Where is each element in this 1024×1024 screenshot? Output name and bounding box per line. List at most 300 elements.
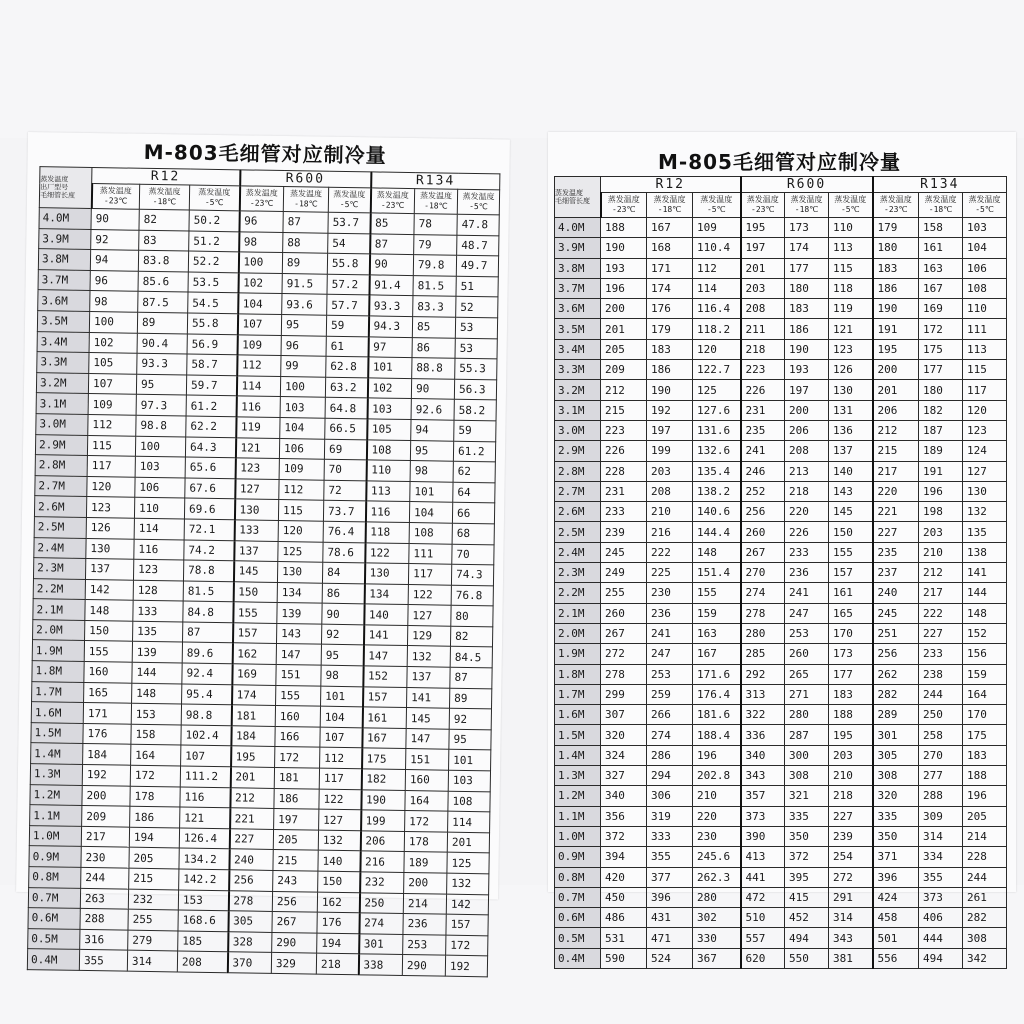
capacity-cell: 147 xyxy=(406,728,449,749)
capacity-cell: 452 xyxy=(785,908,829,928)
capacity-cell: 56.9 xyxy=(187,334,237,355)
capacity-cell: 212 xyxy=(601,380,647,400)
capacity-cell: 137 xyxy=(407,667,450,688)
background-top xyxy=(0,0,1024,138)
length-cell: 1.4M xyxy=(31,743,83,764)
capacity-cell: 118 xyxy=(365,522,409,543)
capacity-cell: 256 xyxy=(272,891,317,912)
capacity-cell: 49.7 xyxy=(456,255,498,276)
capacity-cell: 62.2 xyxy=(186,416,236,437)
capacity-cell: 194 xyxy=(317,933,359,954)
capacity-cell: 158 xyxy=(919,218,963,238)
capacity-cell: 192 xyxy=(82,764,130,785)
capacity-cell: 106 xyxy=(135,477,185,498)
capacity-cell: 101 xyxy=(368,357,412,378)
length-cell: 2.9M xyxy=(35,434,87,455)
capacity-cell: 415 xyxy=(785,887,829,907)
capacity-cell: 48.7 xyxy=(457,235,499,256)
capacity-cell: 186 xyxy=(785,319,829,339)
capacity-cell: 119 xyxy=(829,299,873,319)
capacity-cell: 373 xyxy=(919,887,963,907)
capacity-cell: 100 xyxy=(280,376,325,397)
capacity-cell: 147 xyxy=(276,644,321,665)
capacity-cell: 221 xyxy=(230,808,274,829)
capacity-cell: 79.8 xyxy=(413,255,456,276)
capacity-cell: 116 xyxy=(180,787,230,808)
capacity-cell: 200 xyxy=(404,872,447,893)
capacity-cell: 201 xyxy=(741,258,785,278)
capacity-cell: 227 xyxy=(829,806,873,826)
capacity-cell: 137 xyxy=(85,559,133,580)
capacity-cell: 127 xyxy=(319,809,361,830)
capacity-cell: 212 xyxy=(230,787,274,808)
capacity-cell: 195 xyxy=(231,746,275,767)
m805-capacity-table xyxy=(554,176,1007,969)
m803-temp-header xyxy=(91,184,139,210)
m805-sheet xyxy=(548,132,1016,965)
length-cell: 3.2M xyxy=(36,372,88,393)
capacity-cell: 250 xyxy=(919,705,963,725)
capacity-cell: 290 xyxy=(272,932,317,953)
table-row xyxy=(555,725,1007,745)
m805-corner-header xyxy=(555,177,601,218)
m805-temp-header-label: 蒸发温度 xyxy=(790,195,823,204)
capacity-cell: 164 xyxy=(963,684,1007,704)
length-cell: 1.7M xyxy=(555,684,601,704)
capacity-cell: 190 xyxy=(361,789,405,810)
capacity-cell: 68 xyxy=(452,523,494,544)
length-cell: 3.5M xyxy=(37,311,89,332)
m803-temp-header xyxy=(283,187,328,213)
length-cell: 2.7M xyxy=(555,481,601,501)
capacity-cell: 47.8 xyxy=(457,214,499,235)
capacity-cell: 195 xyxy=(873,339,919,359)
capacity-cell: 218 xyxy=(785,481,829,501)
capacity-cell: 85 xyxy=(370,213,414,234)
capacity-cell: 291 xyxy=(829,887,873,907)
capacity-cell: 183 xyxy=(829,684,873,704)
capacity-cell: 183 xyxy=(963,745,1007,765)
capacity-cell: 232 xyxy=(128,889,178,910)
capacity-cell: 178 xyxy=(404,831,447,852)
capacity-cell: 172 xyxy=(405,811,448,832)
capacity-cell: 150 xyxy=(85,620,133,641)
capacity-cell: 78 xyxy=(414,214,457,235)
capacity-cell: 197 xyxy=(741,238,785,258)
m803-corner-mid: 出厂型号 xyxy=(40,183,69,192)
capacity-cell: 80 xyxy=(451,605,493,626)
m803-title: M-803毛细管对应制冷量 xyxy=(143,139,387,168)
capacity-cell: 90 xyxy=(369,254,413,275)
m805-ref-r600: R600 xyxy=(741,177,873,193)
capacity-cell: 251 xyxy=(873,623,919,643)
capacity-cell: 52.2 xyxy=(188,251,238,272)
capacity-cell: 176.4 xyxy=(693,684,741,704)
capacity-cell: 206 xyxy=(360,831,404,852)
capacity-cell: 208 xyxy=(177,951,227,972)
m805-temp-value: -18℃ xyxy=(794,205,819,214)
capacity-cell: 176 xyxy=(83,723,131,744)
m803-ref-r600: R600 xyxy=(240,170,371,188)
capacity-cell: 301 xyxy=(359,934,403,955)
table-row xyxy=(555,441,1007,461)
length-cell: 1.8M xyxy=(555,664,601,684)
capacity-cell: 267 xyxy=(741,542,785,562)
capacity-cell: 203 xyxy=(741,278,785,298)
capacity-cell: 166 xyxy=(275,726,320,747)
capacity-cell: 130 xyxy=(277,562,322,583)
capacity-cell: 59.7 xyxy=(186,375,236,396)
capacity-cell: 319 xyxy=(647,806,693,826)
length-cell: 1.5M xyxy=(31,722,83,743)
capacity-cell: 260 xyxy=(601,603,647,623)
capacity-cell: 98.8 xyxy=(181,704,231,725)
capacity-cell: 324 xyxy=(601,745,647,765)
capacity-cell: 413 xyxy=(741,847,785,867)
table-row xyxy=(555,664,1007,684)
capacity-cell: 406 xyxy=(919,908,963,928)
capacity-cell: 103 xyxy=(135,456,185,477)
length-cell: 0.8M xyxy=(29,867,81,888)
length-cell: 3.8M xyxy=(555,258,601,278)
capacity-cell: 241 xyxy=(647,623,693,643)
capacity-cell: 210 xyxy=(919,542,963,562)
capacity-cell: 261 xyxy=(963,887,1007,907)
length-cell: 2.6M xyxy=(555,502,601,522)
capacity-cell: 104 xyxy=(409,502,452,523)
capacity-cell: 55.8 xyxy=(187,313,237,334)
length-cell: 4.0M xyxy=(39,208,91,229)
capacity-cell: 228 xyxy=(601,461,647,481)
capacity-cell: 164 xyxy=(131,745,181,766)
capacity-cell: 58.7 xyxy=(187,354,237,375)
capacity-cell: 258 xyxy=(919,725,963,745)
table-row xyxy=(555,339,1007,359)
capacity-cell: 123 xyxy=(829,339,873,359)
length-cell: 1.0M xyxy=(555,826,601,846)
capacity-cell: 103 xyxy=(367,398,411,419)
capacity-cell: 140 xyxy=(829,461,873,481)
capacity-cell: 230 xyxy=(647,583,693,603)
capacity-cell: 127 xyxy=(963,461,1007,481)
capacity-cell: 83 xyxy=(139,230,189,251)
capacity-cell: 367 xyxy=(693,948,741,968)
m803-temp-header xyxy=(414,189,457,215)
capacity-cell: 148 xyxy=(693,542,741,562)
capacity-cell: 123 xyxy=(133,559,183,580)
m803-temp-header-label: 蒸发温度 xyxy=(376,190,409,200)
capacity-cell: 100 xyxy=(135,436,185,457)
capacity-cell: 153 xyxy=(131,703,181,724)
capacity-cell: 135 xyxy=(963,522,1007,542)
table-row xyxy=(555,684,1007,704)
capacity-cell: 335 xyxy=(785,806,829,826)
capacity-cell: 340 xyxy=(741,745,785,765)
capacity-cell: 97 xyxy=(368,336,412,357)
capacity-cell: 168.6 xyxy=(178,910,228,931)
capacity-cell: 190 xyxy=(601,238,647,258)
m805-temp-value: -23℃ xyxy=(884,205,908,214)
capacity-cell: 210 xyxy=(829,766,873,786)
capacity-cell: 53.5 xyxy=(188,272,238,293)
capacity-cell: 84 xyxy=(322,562,364,583)
capacity-cell: 113 xyxy=(366,481,410,502)
capacity-cell: 122.7 xyxy=(693,360,741,380)
length-cell: 1.3M xyxy=(555,766,601,786)
capacity-cell: 130 xyxy=(234,499,278,520)
m805-temp-header-label: 蒸发温度 xyxy=(924,195,957,204)
m803-temp-value: -5℃ xyxy=(469,201,488,212)
capacity-cell: 156 xyxy=(963,644,1007,664)
m805-temp-header-label: 蒸发温度 xyxy=(700,195,733,204)
capacity-cell: 524 xyxy=(647,948,693,968)
capacity-cell: 174 xyxy=(647,278,693,298)
capacity-cell: 309 xyxy=(919,806,963,826)
capacity-cell: 97.3 xyxy=(136,395,186,416)
length-cell: 2.1M xyxy=(555,603,601,623)
capacity-cell: 120 xyxy=(963,400,1007,420)
capacity-cell: 280 xyxy=(693,887,741,907)
capacity-cell: 177 xyxy=(829,664,873,684)
capacity-cell: 186 xyxy=(130,806,180,827)
capacity-cell: 115 xyxy=(278,500,323,521)
capacity-cell: 133 xyxy=(234,520,278,541)
capacity-cell: 113 xyxy=(829,238,873,258)
capacity-cell: 159 xyxy=(693,603,741,623)
capacity-cell: 132 xyxy=(318,830,360,851)
capacity-cell: 175 xyxy=(362,748,406,769)
table-row xyxy=(555,786,1007,806)
capacity-cell: 220 xyxy=(693,806,741,826)
capacity-cell: 109 xyxy=(279,459,324,480)
capacity-cell: 233 xyxy=(785,542,829,562)
capacity-cell: 278 xyxy=(601,664,647,684)
m805-corner-bottom: 毛细管长度 xyxy=(555,197,590,205)
capacity-cell: 200 xyxy=(873,360,919,380)
capacity-cell: 96 xyxy=(239,211,283,232)
capacity-cell: 262 xyxy=(873,664,919,684)
capacity-cell: 90 xyxy=(91,209,139,230)
capacity-cell: 59 xyxy=(326,315,368,336)
capacity-cell: 213 xyxy=(785,461,829,481)
m803-corner-top: 蒸发温度 xyxy=(40,175,69,184)
capacity-cell: 114 xyxy=(134,518,184,539)
table-row xyxy=(555,745,1007,765)
capacity-cell: 494 xyxy=(785,928,829,948)
length-cell: 2.9M xyxy=(555,441,601,461)
capacity-cell: 57.7 xyxy=(327,295,369,316)
capacity-cell: 190 xyxy=(785,339,829,359)
capacity-cell: 329 xyxy=(271,953,316,974)
capacity-cell: 101 xyxy=(449,750,491,771)
capacity-cell: 107 xyxy=(88,373,136,394)
capacity-cell: 274 xyxy=(741,583,785,603)
capacity-cell: 93.3 xyxy=(369,295,413,316)
capacity-cell: 239 xyxy=(829,826,873,846)
capacity-cell: 424 xyxy=(873,887,919,907)
capacity-cell: 172 xyxy=(130,765,180,786)
table-row xyxy=(555,218,1007,238)
table-row xyxy=(555,420,1007,440)
capacity-cell: 320 xyxy=(873,786,919,806)
capacity-cell: 173 xyxy=(829,644,873,664)
length-cell: 1.8M xyxy=(32,661,84,682)
length-cell: 3.0M xyxy=(36,414,88,435)
capacity-cell: 90 xyxy=(411,378,454,399)
table-row xyxy=(555,542,1007,562)
m805-temp-header-label: 蒸发温度 xyxy=(968,195,1001,204)
capacity-cell: 299 xyxy=(601,684,647,704)
capacity-cell: 115 xyxy=(87,435,135,456)
capacity-cell: 131 xyxy=(829,400,873,420)
capacity-cell: 223 xyxy=(601,420,647,440)
capacity-cell: 237 xyxy=(873,563,919,583)
capacity-cell: 510 xyxy=(741,908,785,928)
length-cell: 1.6M xyxy=(31,702,83,723)
capacity-cell: 107 xyxy=(237,314,281,335)
capacity-cell: 103 xyxy=(963,218,1007,238)
capacity-cell: 51 xyxy=(456,276,498,297)
m805-temp-header-label: 蒸发温度 xyxy=(746,195,779,204)
capacity-cell: 121 xyxy=(829,319,873,339)
capacity-cell: 150 xyxy=(829,522,873,542)
capacity-cell: 160 xyxy=(405,770,448,791)
capacity-cell: 180 xyxy=(785,278,829,298)
capacity-cell: 343 xyxy=(741,766,785,786)
capacity-cell: 271 xyxy=(785,684,829,704)
capacity-cell: 494 xyxy=(919,948,963,968)
capacity-cell: 216 xyxy=(647,522,693,542)
m805-temp-header xyxy=(873,193,919,218)
capacity-cell: 140 xyxy=(318,851,360,872)
capacity-cell: 89 xyxy=(137,312,187,333)
capacity-cell: 176 xyxy=(647,299,693,319)
capacity-cell: 151.4 xyxy=(693,563,741,583)
capacity-cell: 117 xyxy=(87,456,135,477)
capacity-cell: 70 xyxy=(324,459,366,480)
length-cell: 3.4M xyxy=(555,339,601,359)
capacity-cell: 142.2 xyxy=(179,869,229,890)
capacity-cell: 334 xyxy=(919,847,963,867)
capacity-cell: 215 xyxy=(601,400,647,420)
capacity-cell: 355 xyxy=(647,847,693,867)
capacity-cell: 253 xyxy=(785,623,829,643)
capacity-cell: 119 xyxy=(236,417,280,438)
table-row xyxy=(555,461,1007,481)
capacity-cell: 184 xyxy=(231,726,275,747)
capacity-cell: 78.8 xyxy=(183,560,233,581)
m805-temp-header xyxy=(963,193,1007,218)
capacity-cell: 226 xyxy=(601,441,647,461)
capacity-cell: 94 xyxy=(411,419,454,440)
capacity-cell: 61 xyxy=(326,336,368,357)
length-cell: 1.9M xyxy=(32,640,84,661)
length-cell: 3.9M xyxy=(39,228,91,249)
capacity-cell: 172 xyxy=(275,747,320,768)
capacity-cell: 235 xyxy=(873,542,919,562)
capacity-cell: 394 xyxy=(601,847,647,867)
table-row xyxy=(555,400,1007,420)
capacity-cell: 200 xyxy=(785,400,829,420)
capacity-cell: 201 xyxy=(873,380,919,400)
capacity-cell: 92 xyxy=(449,708,491,729)
capacity-cell: 90.4 xyxy=(137,333,187,354)
capacity-cell: 155 xyxy=(829,542,873,562)
capacity-cell: 355 xyxy=(79,950,127,971)
length-cell: 3.7M xyxy=(38,269,90,290)
length-cell: 0.9M xyxy=(29,846,81,867)
capacity-cell: 308 xyxy=(785,766,829,786)
capacity-cell: 114 xyxy=(236,376,280,397)
m805-temp-header xyxy=(919,193,963,218)
capacity-cell: 163 xyxy=(919,258,963,278)
capacity-cell: 181.6 xyxy=(693,705,741,725)
capacity-cell: 140.6 xyxy=(693,502,741,522)
m805-temp-value: -18℃ xyxy=(657,205,682,214)
length-cell: 1.1M xyxy=(555,806,601,826)
capacity-cell: 172 xyxy=(919,319,963,339)
capacity-cell: 260 xyxy=(785,644,829,664)
capacity-cell: 54 xyxy=(328,233,370,254)
capacity-cell: 87 xyxy=(283,212,328,233)
capacity-cell: 244 xyxy=(919,684,963,704)
capacity-cell: 152 xyxy=(363,666,407,687)
capacity-cell: 125 xyxy=(278,541,323,562)
length-cell: 2.5M xyxy=(34,517,86,538)
capacity-cell: 100 xyxy=(89,311,137,332)
capacity-cell: 308 xyxy=(873,766,919,786)
m803-ref-r12: R12 xyxy=(92,168,240,186)
capacity-cell: 112 xyxy=(88,414,136,435)
capacity-cell: 245.6 xyxy=(693,847,741,867)
length-cell: 1.7M xyxy=(32,681,84,702)
capacity-cell: 96 xyxy=(281,335,326,356)
capacity-cell: 115 xyxy=(963,360,1007,380)
capacity-cell: 141 xyxy=(963,563,1007,583)
m803-temp-header xyxy=(139,184,189,210)
length-cell: 1.4M xyxy=(555,745,601,765)
capacity-cell: 205 xyxy=(963,806,1007,826)
capacity-cell: 91.5 xyxy=(282,273,327,294)
capacity-cell: 92.6 xyxy=(411,399,454,420)
m805-temp-value: -5℃ xyxy=(975,205,994,214)
length-cell: 3.4M xyxy=(37,331,89,352)
capacity-cell: 167 xyxy=(919,278,963,298)
capacity-cell: 195 xyxy=(741,218,785,238)
capacity-cell: 181 xyxy=(274,767,319,788)
capacity-cell: 381 xyxy=(829,948,873,968)
length-cell: 0.7M xyxy=(28,887,80,908)
capacity-cell: 87 xyxy=(450,667,492,688)
capacity-cell: 230 xyxy=(81,847,129,868)
capacity-cell: 62 xyxy=(453,461,495,482)
capacity-cell: 184 xyxy=(83,744,131,765)
capacity-cell: 123 xyxy=(963,420,1007,440)
table-row xyxy=(555,928,1007,948)
capacity-cell: 171 xyxy=(647,258,693,278)
capacity-cell: 240 xyxy=(229,849,273,870)
capacity-cell: 120 xyxy=(693,339,741,359)
capacity-cell: 61.2 xyxy=(453,441,495,462)
capacity-cell: 106 xyxy=(963,258,1007,278)
capacity-cell: 170 xyxy=(829,623,873,643)
capacity-cell: 212 xyxy=(873,420,919,440)
capacity-cell: 172 xyxy=(446,935,488,956)
capacity-cell: 196 xyxy=(601,278,647,298)
capacity-cell: 127.6 xyxy=(693,400,741,420)
capacity-cell: 145 xyxy=(233,561,277,582)
m803-sheet xyxy=(16,132,510,973)
